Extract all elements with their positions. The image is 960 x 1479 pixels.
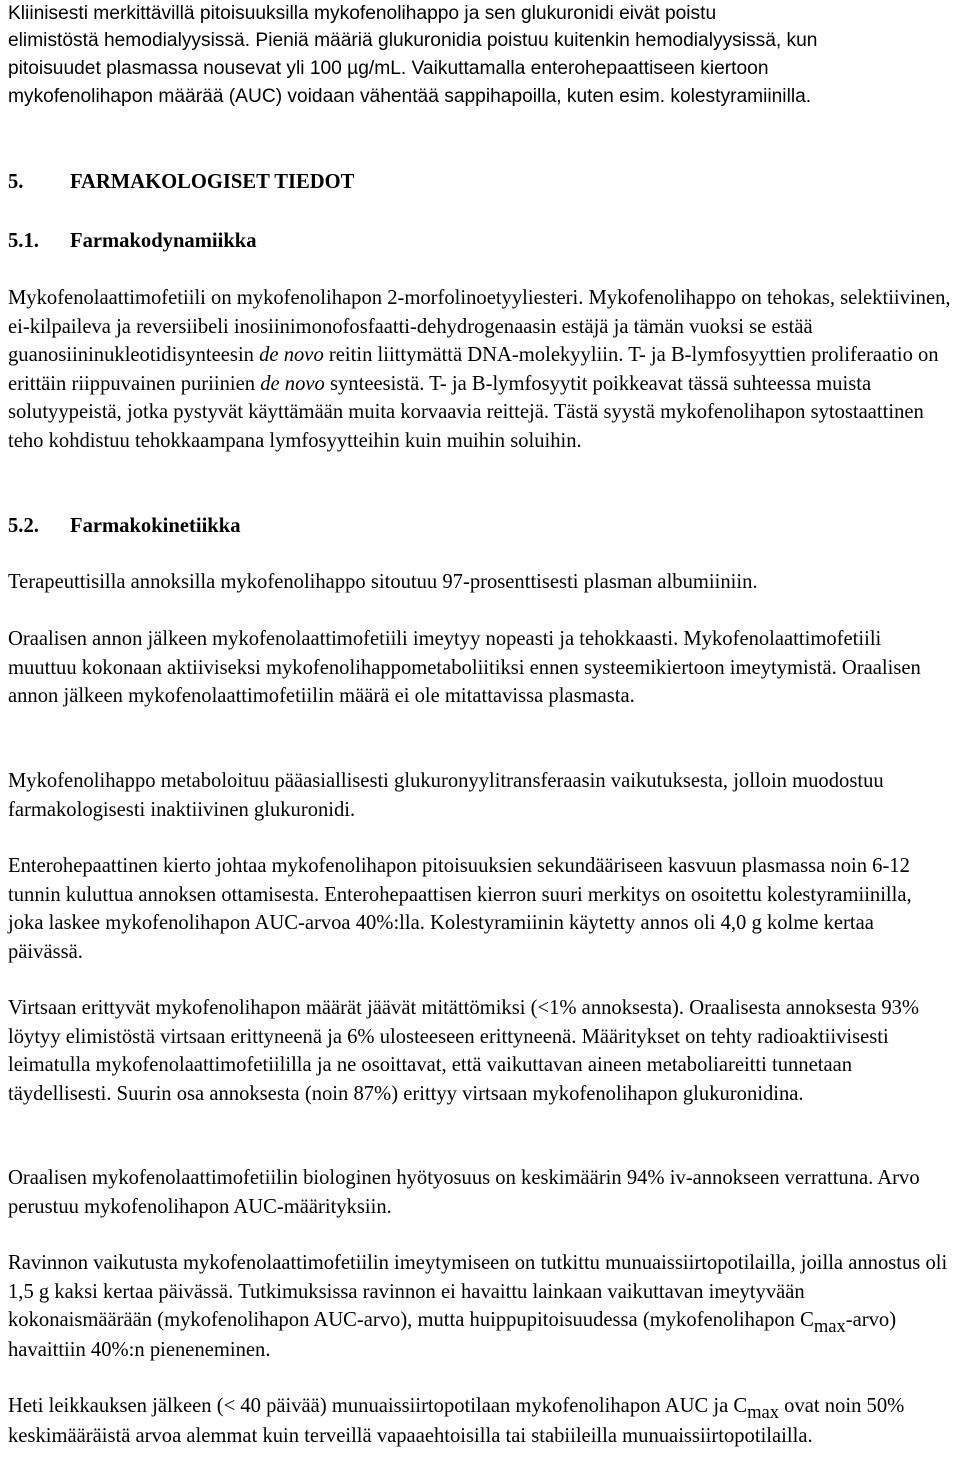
- pk-paragraph-7: [8, 1249, 952, 1364]
- section-number: 5.1.: [8, 230, 39, 252]
- section-number: 5.2.: [8, 515, 39, 537]
- italic-term: de novo: [259, 344, 324, 367]
- pk-paragraph-8: [8, 1392, 952, 1450]
- text-run: synteesistä. T- ja B-lymfosyytit poikkeavat tässä suhteessa muista solutyypeistä, jotka pystyvät käyttämään muita korvaavia reittejä. Tästä syystä mykofenolihapon sytostaattinen teho kohdistuu tehokkaampana lymfosyytteihin kuin muihin soluihin.: [8, 372, 924, 452]
- pk-paragraph-6: Oraalisen mykofenolaattimofetiilin biologinen hyötyosuus on keskimäärin 94% iv-annokseen verrattuna. Arvo perustuu mykofenolihapon AUC-määrityksiin.: [8, 1167, 920, 1218]
- section-number: 5.: [8, 171, 24, 193]
- intro-line: pitoisuudet plasmassa nousevat yli 100 µg/mL. Vaikuttamalla enterohepaattiseen kiertoon: [8, 58, 769, 79]
- section-heading-5-1: [8, 227, 257, 255]
- section-heading-5-2: [8, 512, 241, 540]
- section-title: Farmakokinetiikka: [70, 515, 241, 537]
- section-title: Farmakodynamiikka: [70, 230, 257, 252]
- text-run: -arvo) havaittiin 40%:n pieneneminen.: [8, 1309, 897, 1361]
- text-run: ovat noin 50% keskimääräistä arvoa alemmat kuin terveillä vapaaehtoisilla tai stabiileilla munuaissiirtopotilailla.: [8, 1395, 905, 1447]
- pk-paragraph-2: Oraalisen annon jälkeen mykofenolaattimofetiili imeytyy nopeasti ja tehokkaasti. Mykofenolaattimofetiili muuttuu kokonaan aktiiviseksi mykofenolihappometaboliitiksi ennen systeemikiertoon imeytymistä. Oraalisen annon jälkeen mykofenolaattimofetiilin määrä ei ole mitattavissa plasmasta.: [8, 628, 921, 708]
- text-run: reitin liittymättä DNA-molekyyliin. T- ja B-lymfosyyttien proliferaatio on erittäin riippuvainen puriinien: [8, 344, 939, 395]
- pk-paragraph-4: Enterohepaattinen kierto johtaa mykofenolihapon pitoisuuksien sekundääriseen kasvuun plasmassa noin 6-12 tunnin kuluttua annoksen ottamisesta. Enterohepaattisen kierron suuri merkitys on osoitettu kolestyramiinilla, joka laskee mykofenolihapon AUC-arvoa 40%:lla. Kolestyramiinin käytetty annos oli 4,0 g kolme kertaa päivässä.: [8, 855, 912, 963]
- text-run: Heti leikkauksen jälkeen (< 40 päivää) munuaissiirtopotilaan mykofenolihapon AUC ja C: [8, 1395, 748, 1417]
- section-heading-5: [8, 168, 354, 196]
- italic-term: de novo: [260, 372, 325, 395]
- intro-line: Kliinisesti merkittävillä pitoisuuksilla mykofenolihappo ja sen glukuronidi eivät poistu: [8, 3, 717, 24]
- subscript: max: [747, 1402, 779, 1423]
- text-run: Mykofenolaattimofetiili on mykofenolihapon 2-morfolinoetyyliesteri. Mykofenolihappo on tehokas, selektiivinen, ei-kilpaileva ja reversiibeli inosiinimonofosfaatti-dehydrogenaasin estäjä ja tämän vuoksi se estää guanosiininukleotidisynteesin: [8, 287, 951, 367]
- subscript: max: [813, 1316, 846, 1338]
- pk-paragraph-5: Virtsaan erittyvät mykofenolihapon määrät jäävät mitättömiksi (<1% annoksesta). Oraalisesta annoksesta 93% löytyy elimistöstä virtsaan erittyneenä ja 6% ulosteeseen erittyneenä. Määritykset on tehty radioaktiivisesti leimatulla mykofenolaattimofetiililla ja ne osoittavat, että vaikuttavan aineen metaboliareitti tunnetaan täydellisesti. Suurin osa annoksesta (noin 87%) erittyy virtsaan mykofenolihapon glukuronidina.: [8, 997, 920, 1105]
- intro-line: mykofenolihapon määrää (AUC) voidaan vähentää sappihapoilla, kuten esim. kolestyramiinilla.: [8, 86, 812, 107]
- section-title: FARMAKOLOGISET TIEDOT: [70, 171, 355, 193]
- pk-paragraph-3: Mykofenolihappo metaboloituu pääasiallisesti glukuronyylitransferaasin vaikutuksesta, jolloin muodostuu farmakologisesti inaktiivinen glukuronidi.: [8, 770, 884, 821]
- intro-line: elimistöstä hemodialyysissä. Pieniä määriä glukuronidia poistuu kuitenkin hemodialyysissä, kun: [8, 30, 818, 51]
- pharmacodynamics-paragraph: [8, 284, 952, 456]
- pk-paragraph-1: Terapeuttisilla annoksilla mykofenolihappo sitoutuu 97-prosenttisesti plasman albumiiniin.: [8, 571, 758, 593]
- text-run: Ravinnon vaikutusta mykofenolaattimofetiilin imeytymiseen on tutkittu munuaissiirtopotilailla, joilla annostus oli 1,5 g kaksi kertaa päivässä. Tutkimuksissa ravinnon ei havaittu lainkaan vaikuttavan imeytyvään kokonaismäärään (mykofenolihapon AUC-arvo), mutta huippupitoisuudessa (mykofenolihapon C: [8, 1252, 948, 1332]
